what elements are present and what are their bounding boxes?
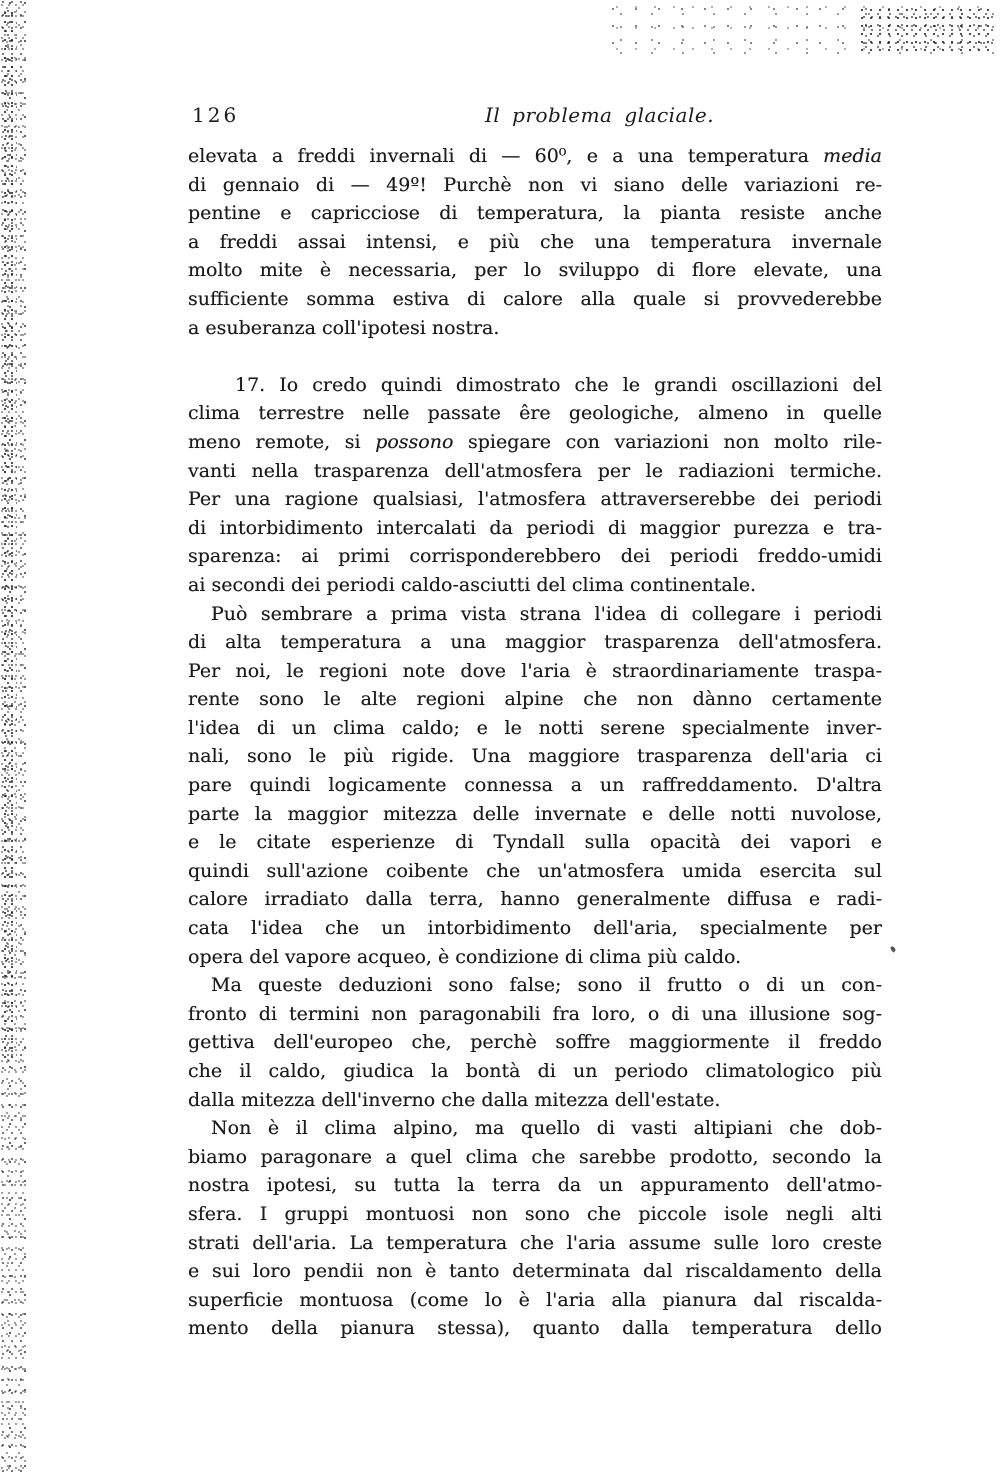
running-title: Il problema glaciale. [485, 103, 715, 127]
text-segment: superficie montuosa (come lo è l'aria alla pianura dal riscalda- [188, 1288, 882, 1311]
text-line [188, 171, 882, 200]
paragraph [188, 600, 882, 972]
text-segment: clima terrestre nelle passate êre geologiche, almeno in quelle [188, 402, 882, 425]
text-line [188, 1229, 882, 1258]
text-line [188, 142, 882, 171]
text-line [188, 314, 882, 343]
text-line [188, 256, 882, 285]
text-segment: molto mite è necessaria, per lo sviluppo di flore elevate, una [188, 259, 882, 282]
text-line [188, 457, 882, 486]
text-segment: Non è il clima alpino, ma quello di vasti altipiani che dob- [211, 1117, 882, 1140]
text-segment: parte la maggior mitezza delle invernate e delle notti nuvolose, [188, 802, 882, 825]
scan-noise-left-edge [1, 0, 27, 1472]
text-line [188, 1171, 882, 1200]
text-line [188, 657, 882, 686]
scan-noise-top-right [610, 5, 996, 57]
text-segment: dalla mitezza dell'inverno che dalla mitezza dell'estate. [188, 1088, 721, 1111]
text-line [188, 399, 882, 428]
text-segment: elevata a freddi invernali di — 60⁰, e a una temperatura [188, 145, 824, 167]
text-segment: vanti nella trasparenza dell'atmosfera per le radiazioni termiche. [188, 459, 882, 482]
page-number: 126 [192, 103, 240, 127]
stray-ink-mark [890, 945, 897, 952]
text-line [188, 828, 882, 857]
text-segment: fronto di termini non paragonabili fra loro, o di una illusione sog- [188, 1002, 882, 1025]
text-line [188, 371, 882, 400]
text-line [188, 714, 882, 743]
text-line [188, 514, 882, 543]
text-segment: nostra ipotesi, su tutta la terra da un appuramento dell'atmo- [188, 1174, 882, 1197]
text-line [188, 1143, 882, 1172]
italic-text: possono [375, 430, 454, 453]
text-segment: calore irradiato dalla terra, hanno generalmente diffusa e radi- [188, 888, 882, 911]
text-segment: mento della pianura stessa), quanto dalla temperatura dello [188, 1317, 882, 1340]
text-line [188, 571, 882, 600]
text-line [188, 1114, 882, 1143]
text-line [188, 1286, 882, 1315]
text-line [188, 285, 882, 314]
text-segment: Ma queste deduzioni sono false; sono il frutto o di un con- [211, 974, 882, 997]
text-line [188, 1086, 882, 1115]
text-line [188, 771, 882, 800]
text-line [188, 1057, 882, 1086]
text-segment: di intorbidimento intercalati da periodi di maggior purezza e tra- [188, 516, 882, 539]
scan-noise-top-right-dense [860, 8, 996, 52]
text-line [188, 1314, 882, 1343]
paragraph [188, 142, 882, 342]
text-segment: cata l'idea che un intorbidimento dell'aria, specialmente per [188, 917, 882, 940]
text-line [188, 428, 882, 457]
text-segment: 17. Io credo quindi dimostrato che le grandi oscillazioni del [235, 373, 882, 396]
paragraph [188, 971, 882, 1114]
text-segment: Può sembrare a prima vista strana l'idea di collegare i periodi [211, 602, 882, 625]
text-line [188, 485, 882, 514]
text-segment: di gennaio di — 49º! Purchè non vi siano delle variazioni re- [188, 173, 882, 196]
text-segment: che il caldo, giudica la bontà di un periodo climatologico più [188, 1060, 882, 1082]
text-line [188, 800, 882, 829]
text-line [188, 1257, 882, 1286]
text-segment: nali, sono le più rigide. Una maggiore trasparenza dell'aria ci [188, 745, 882, 768]
text-segment: Per noi, le regioni note dove l'aria è straordinariamente traspa- [188, 659, 882, 682]
text-segment: e le citate esperienze di Tyndall sulla opacità dei vapori e [188, 831, 882, 854]
text-segment: gettiva dell'europeo che, perchè soffre maggiormente il freddo [188, 1031, 882, 1054]
text-segment: rente sono le alte regioni alpine che non dànno certamente [188, 688, 882, 711]
text-line [188, 199, 882, 228]
text-line [188, 542, 882, 571]
text-segment: Per una ragione qualsiasi, l'atmosfera attraverserebbe dei periodi [188, 488, 882, 511]
text-line [188, 742, 882, 771]
italic-text: media [823, 145, 882, 167]
text-line [188, 628, 882, 657]
text-segment: pare quindi logicamente connessa a un raffreddamento. D'altra [188, 774, 882, 797]
text-segment: l'idea di un clima caldo; e le notti serene specialmente inver- [188, 716, 882, 739]
text-line [188, 1000, 882, 1029]
paragraph [188, 371, 882, 600]
text-line [188, 685, 882, 714]
paragraph [188, 1114, 882, 1343]
text-line [188, 228, 882, 257]
text-segment: di alta temperatura a una maggior trasparenza dell'atmosfera. [188, 631, 882, 654]
page-header [188, 103, 882, 131]
text-segment: sfera. I gruppi montuosi non sono che piccole isole negli alti [188, 1202, 882, 1225]
text-line [188, 943, 882, 972]
text-segment: biamo paragonare a quel clima che sarebbe prodotto, secondo la [188, 1145, 882, 1168]
text-line [188, 971, 882, 1000]
text-segment: a freddi assai intensi, e più che una temperatura invernale [188, 230, 882, 253]
scan-noise-left-edge-dense [3, 10, 17, 1060]
text-segment: pentine e capricciose di temperatura, la pianta resiste anche [188, 202, 882, 225]
text-segment: a esuberanza coll'ipotesi nostra. [188, 316, 500, 339]
text-line [188, 1200, 882, 1229]
text-segment: spiegare con variazioni non molto rile- [453, 430, 882, 453]
text-line [188, 857, 882, 886]
text-line [188, 885, 882, 914]
text-line [188, 600, 882, 629]
text-line [188, 1028, 882, 1057]
text-segment: strati dell'aria. La temperatura che l'aria assume sulle loro creste [188, 1231, 882, 1254]
text-segment: e sui loro pendii non è tanto determinata dal riscaldamento della [188, 1260, 882, 1283]
text-segment: sparenza: ai primi corrisponderebbero dei periodi freddo-umidi [188, 545, 882, 568]
text-segment: ai secondi dei periodi caldo-asciutti del clima continentale. [188, 573, 757, 596]
text-segment: sufficiente somma estiva di calore alla quale si provvederebbe [188, 287, 882, 310]
text-segment: quindi sull'azione coibente che un'atmosfera umida esercita sul [188, 859, 882, 882]
text-segment: meno remote, si [188, 430, 376, 453]
text-line [188, 914, 882, 943]
text-segment: opera del vapore acqueo, è condizione di clima più caldo. [188, 945, 742, 968]
body-text [188, 142, 882, 1343]
